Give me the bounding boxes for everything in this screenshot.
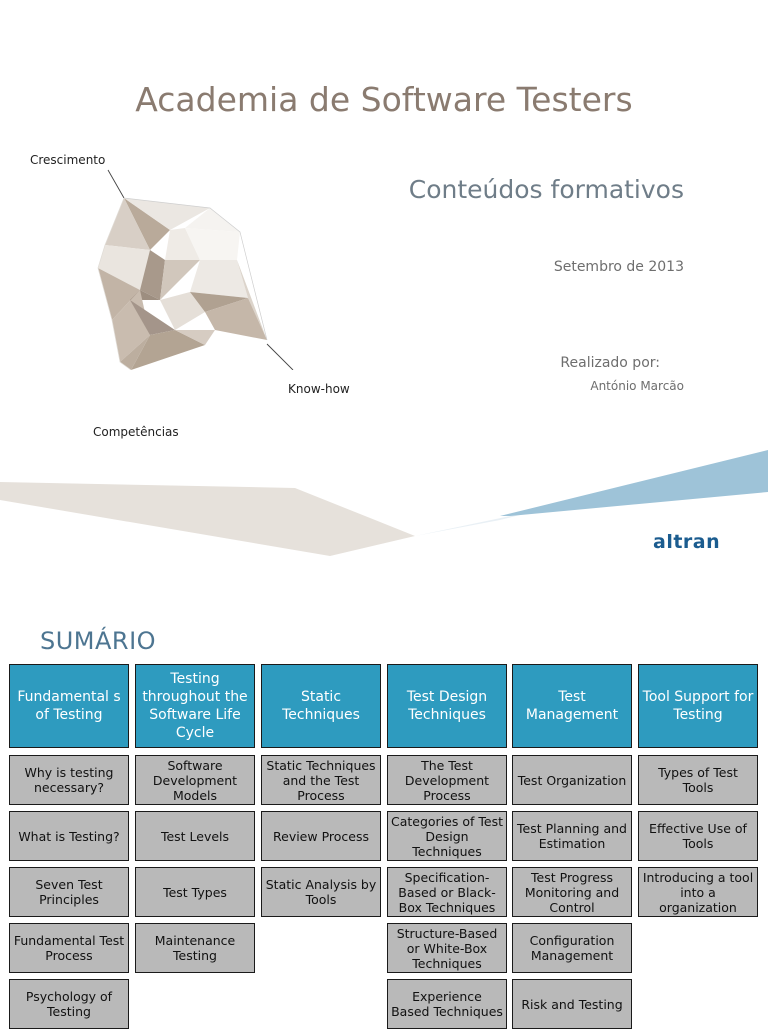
topic-cell: Risk and Testing (512, 979, 632, 1029)
topic-cell: Maintenance Testing (135, 923, 255, 973)
column-header: Static Techniques (261, 664, 381, 748)
topic-cell: Seven Test Principles (9, 867, 129, 917)
realized-by-label: Realizado por: (560, 355, 660, 371)
topic-cell: Fundamental Test Process (9, 923, 129, 973)
topic-cell: Test Organization (512, 755, 632, 805)
summary-title: SUMÁRIO (40, 627, 157, 655)
topic-cell: Categories of Test Design Techniques (387, 811, 507, 861)
column-header: Testing throughout the Software Life Cycle (135, 664, 255, 748)
altran-logo (653, 530, 743, 557)
topic-cell: Review Process (261, 811, 381, 861)
label-competencies: Competências (93, 425, 179, 439)
topic-cell: The Test Development Process (387, 755, 507, 805)
cover-date: Setembro de 2013 (553, 259, 684, 275)
topic-cell: Why is testing necessary? (9, 755, 129, 805)
column-header: Test Management (512, 664, 632, 748)
topic-cell: Test Types (135, 867, 255, 917)
topic-cell: Structure-Based or White-Box Techniques (387, 923, 507, 973)
topic-cell: Software Development Models (135, 755, 255, 805)
topic-cell: Test Progress Monitoring and Control (512, 867, 632, 917)
topic-cell: Introducing a tool into a organization (638, 867, 758, 917)
author-name: António Marcão (590, 379, 684, 393)
topic-cell: What is Testing? (9, 811, 129, 861)
topic-cell: Test Planning and Estimation (512, 811, 632, 861)
column-header: Fundamental s of Testing (9, 664, 129, 748)
topic-cell: Specification-Based or Black-Box Techniques (387, 867, 507, 917)
topic-cell: Static Techniques and the Test Process (261, 755, 381, 805)
column-header: Tool Support for Testing (638, 664, 758, 748)
topic-cell: Configuration Management (512, 923, 632, 973)
topic-cell: Experience Based Techniques (387, 979, 507, 1029)
label-growth: Crescimento (30, 153, 106, 167)
column-header: Test Design Techniques (387, 664, 507, 748)
topic-cell: Static Analysis by Tools (261, 867, 381, 917)
topic-cell: Types of Test Tools (638, 755, 758, 805)
summary-slide (0, 575, 768, 1024)
altran-logo-mark (653, 530, 743, 552)
topic-cell: Test Levels (135, 811, 255, 861)
polyhedron-illustration (0, 140, 300, 370)
cover-title: Academia de Software Testers (135, 80, 633, 119)
svg-text:altran: altran (653, 531, 721, 552)
topic-cell: Effective Use of Tools (638, 811, 758, 861)
label-knowhow: Know-how (288, 382, 350, 396)
topic-cell: Psychology of Testing (9, 979, 129, 1029)
cover-subtitle: Conteúdos formativos (408, 175, 684, 204)
